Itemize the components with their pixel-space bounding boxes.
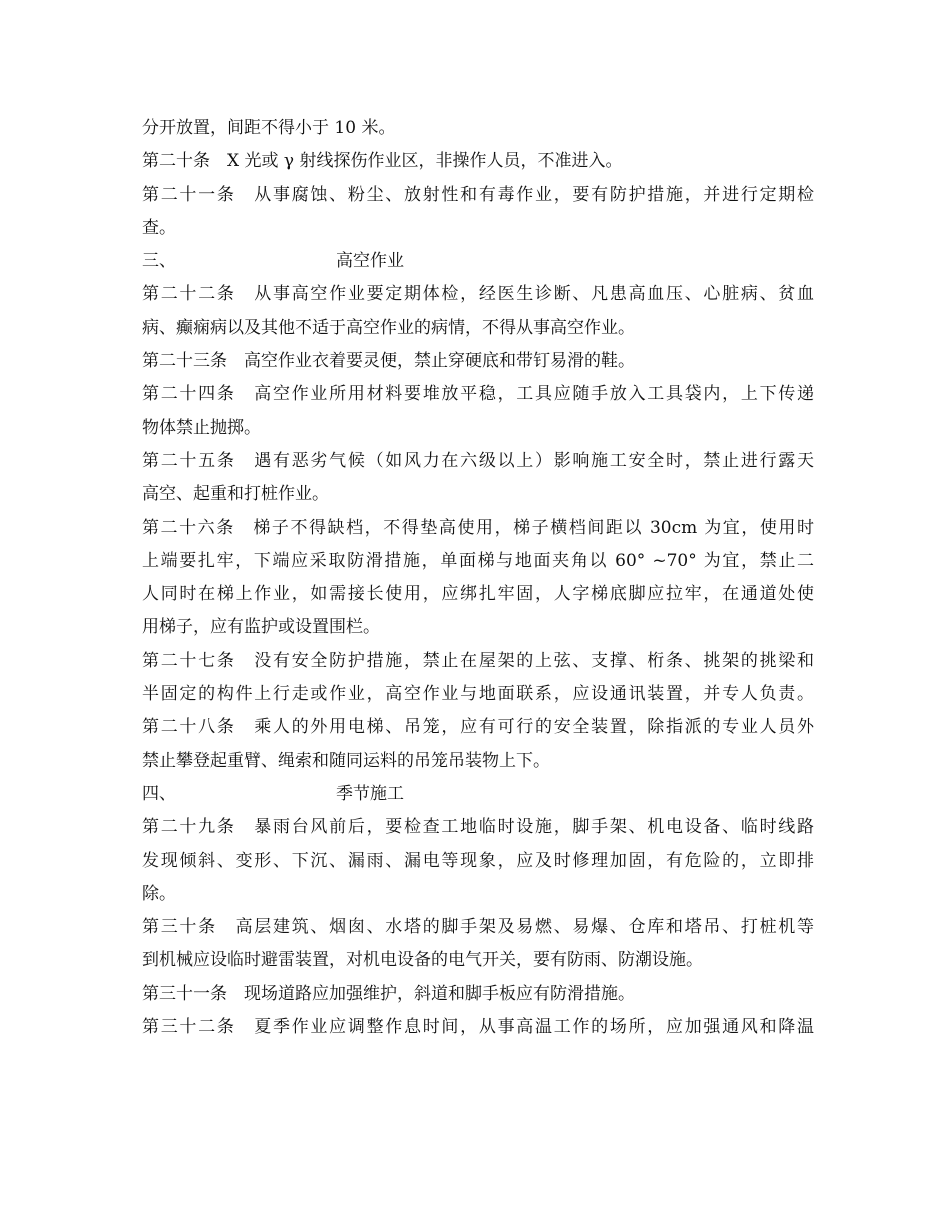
text-line: 第二十七条 没有安全防护措施，禁止在屋架的上弦、支撑、桁条、挑架的挑梁和 — [142, 650, 814, 671]
text-line: 分开放置，间距不得小于 10 米。 — [142, 118, 396, 138]
text-line: 第二十九条 暴雨台风前后，要检查工地临时设施，脚手架、机电设备、临时线路 — [142, 817, 814, 838]
text-line: 高空、起重和打桩作业。 — [142, 484, 329, 505]
text-line: 第二十八条 乘人的外用电梯、吊笼，应有可行的安全装置，除指派的专业人员外 — [142, 717, 814, 738]
text-line: 到机械应设临时避雷装置，对机电设备的电气开关，要有防雨、防潮设施。 — [142, 950, 703, 971]
text-line: 第二十二条 从事高空作业要定期体检，经医生诊断、凡患高血压、心脏病、贫血 — [142, 284, 814, 305]
section-heading — [142, 245, 814, 278]
text-line: 第二十三条 高空作业衣着要灵便，禁止穿硬底和带钉易滑的鞋。 — [142, 351, 635, 372]
section-number: 四、 — [142, 783, 176, 804]
text-line: 第三十一条 现场道路应加强维护，斜道和脚手板应有防滑措施。 — [142, 983, 635, 1004]
text-line: 发现倾斜、变形、下沉、漏雨、漏电等现象，应及时修理加固，有危险的，立即排 — [142, 850, 814, 871]
text-line: 人同时在梯上作业，如需接长使用，应绑扎牢固，人字梯底脚应拉牢，在通道处使 — [142, 584, 814, 605]
section-title: 季节施工 — [336, 783, 404, 804]
text-line: 第三十条 高层建筑、烟囱、水塔的脚手架及易燃、易爆、仓库和塔吊、打桩机等 — [142, 917, 814, 938]
text-line: 上端要扎牢，下端应采取防滑措施，单面梯与地面夹角以 60° ~70° 为宜，禁止二 — [142, 550, 814, 571]
text-line: 除。 — [142, 883, 176, 904]
text-line: 第二十四条 高空作业所用材料要堆放平稳，工具应随手放入工具袋内，上下传递 — [142, 384, 814, 405]
text-line: 半固定的构件上行走或作业，高空作业与地面联系，应设通讯装置，并专人负责。 — [142, 684, 814, 705]
text-line: 禁止攀登起重臂、绳索和随同运料的吊笼吊装物上下。 — [142, 750, 550, 771]
section-heading — [142, 778, 814, 811]
text-line: 物体禁止抛掷。 — [142, 417, 261, 438]
text-line: 第二十一条 从事腐蚀、粉尘、放射性和有毒作业，要有防护措施，并进行定期检 — [142, 184, 814, 205]
section-number: 三、 — [142, 251, 176, 272]
text-line: 第三十二条 夏季作业应调整作息时间，从事高温工作的场所，应加强通风和降温 — [142, 1017, 814, 1038]
text-line: 第二十六条 梯子不得缺档，不得垫高使用，梯子横档间距以 30cm 为宜，使用时 — [142, 517, 814, 538]
text-line: 病、癫痫病以及其他不适于高空作业的病情，不得从事高空作业。 — [142, 317, 635, 338]
text-line: 第二十五条 遇有恶劣气候（如风力在六级以上）影响施工安全时，禁止进行露天 — [142, 450, 814, 471]
text-line: 用梯子，应有监护或设置围栏。 — [142, 617, 380, 638]
document-page — [142, 112, 814, 1044]
section-title: 高空作业 — [336, 251, 404, 272]
text-line: 查。 — [142, 217, 176, 238]
text-line: 第二十条 X 光或 γ 射线探伤作业区，非操作人员，不准进入。 — [142, 151, 623, 172]
